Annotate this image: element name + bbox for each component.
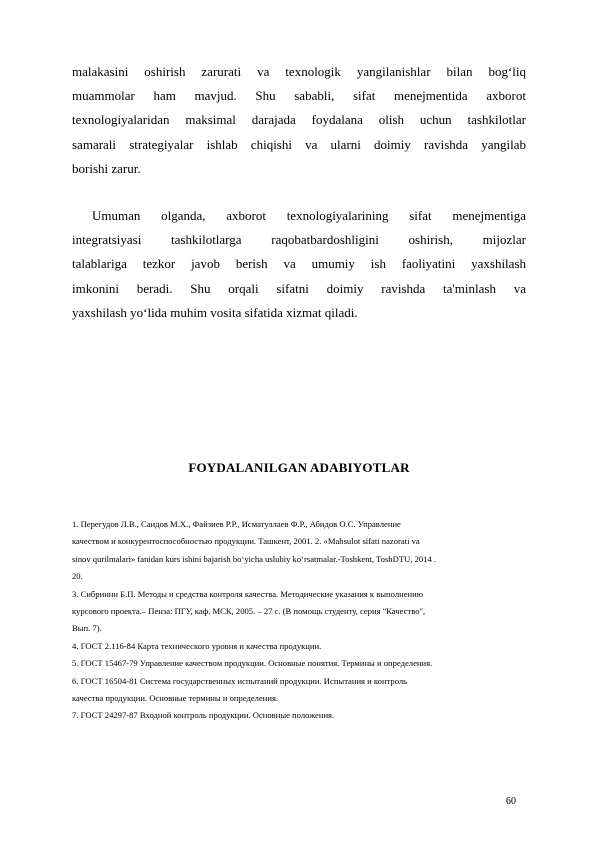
reference-line: sinov qurilmalari» fanidan kurs ishini bajarish bo‘yicha uslubiy ko‘rsatmalar.-Toshkent, ToshDTU, 2014 .	[72, 553, 437, 564]
reference-line: 20.	[72, 571, 83, 582]
reference-line: 4. ГОСТ 2.116-84 Карта технического уровня и качества продукции.	[72, 640, 322, 651]
reference-line: Вып. 7).	[72, 623, 102, 634]
text-line: muammolar ham mavjud. Shu sababli, sifat menejmentida axborot	[72, 88, 526, 104]
reference-line: 6. ГОСТ 16504-81 Система государственных испытаний продукции. Испытания и контроль	[72, 675, 408, 686]
text-line: integratsiyasi tashkilotlarga raqobatbardoshligini oshirish, mijozlar	[72, 232, 526, 248]
reference-line: качеством и конкурентоспособностью продукции. Ташкент, 2001. 2. «Mahsulot sifati nazorati va	[72, 536, 420, 547]
body-paragraph-2	[72, 204, 526, 325]
text-line: yaxshilash yo‘lida muhim vosita sifatida xizmat qiladi.	[72, 304, 358, 320]
text-line: borishi zarur.	[72, 160, 141, 176]
reference-line: 7. ГОСТ 24297-87 Входной контроль продукции. Основные положения.	[72, 710, 335, 721]
text-line: Umuman olganda, axborot texnologiyalarining sifat menejmentiga	[92, 208, 526, 223]
reference-line: курсового проекта.– Пенза: ПГУ, каф. МСК, 2005. – 27 с. (В помощь студенту, серия "Качество",	[72, 606, 426, 617]
page-number: 60	[506, 796, 516, 807]
reference-line: качества продукции. Основные термины и определения.	[72, 693, 279, 704]
text-line: malakasini oshirish zarurati va texnologik yangilanishlar bilan bog‘liq	[72, 64, 526, 79]
text-line: talablariga tezkor javob berish va umumiy ish faoliyatini yaxshilash	[72, 256, 526, 272]
text-line: imkonini beradi. Shu orqali sifatni doimiy ravishda ta'minlash va	[72, 280, 526, 296]
text-line: samarali strategiyalar ishlab chiqishi va ularni doimiy ravishda yangilab	[72, 136, 526, 152]
body-paragraph-1	[72, 60, 526, 181]
reference-line: 3. Сибриннн Б.П. Методы и средства контроля качества. Методические указания к выполнению	[72, 588, 424, 599]
reference-line: 5. ГОСТ 15467-79 Управление качеством продукции. Основные понятия. Термины и определения.	[72, 658, 433, 669]
references-heading: FOYDALANILGAN ADABIYOTLAR	[188, 460, 410, 475]
references-list	[72, 516, 532, 725]
reference-line: 1. Перегудов Л.В., Саидов М.Х., Файзиев Р.Р., Исматуллаев Ф.Р., Абидов О.С. Управление	[72, 519, 401, 529]
text-line: texnologiyalaridan maksimal darajada foydalana olish uchun tashkilotlar	[72, 112, 526, 128]
